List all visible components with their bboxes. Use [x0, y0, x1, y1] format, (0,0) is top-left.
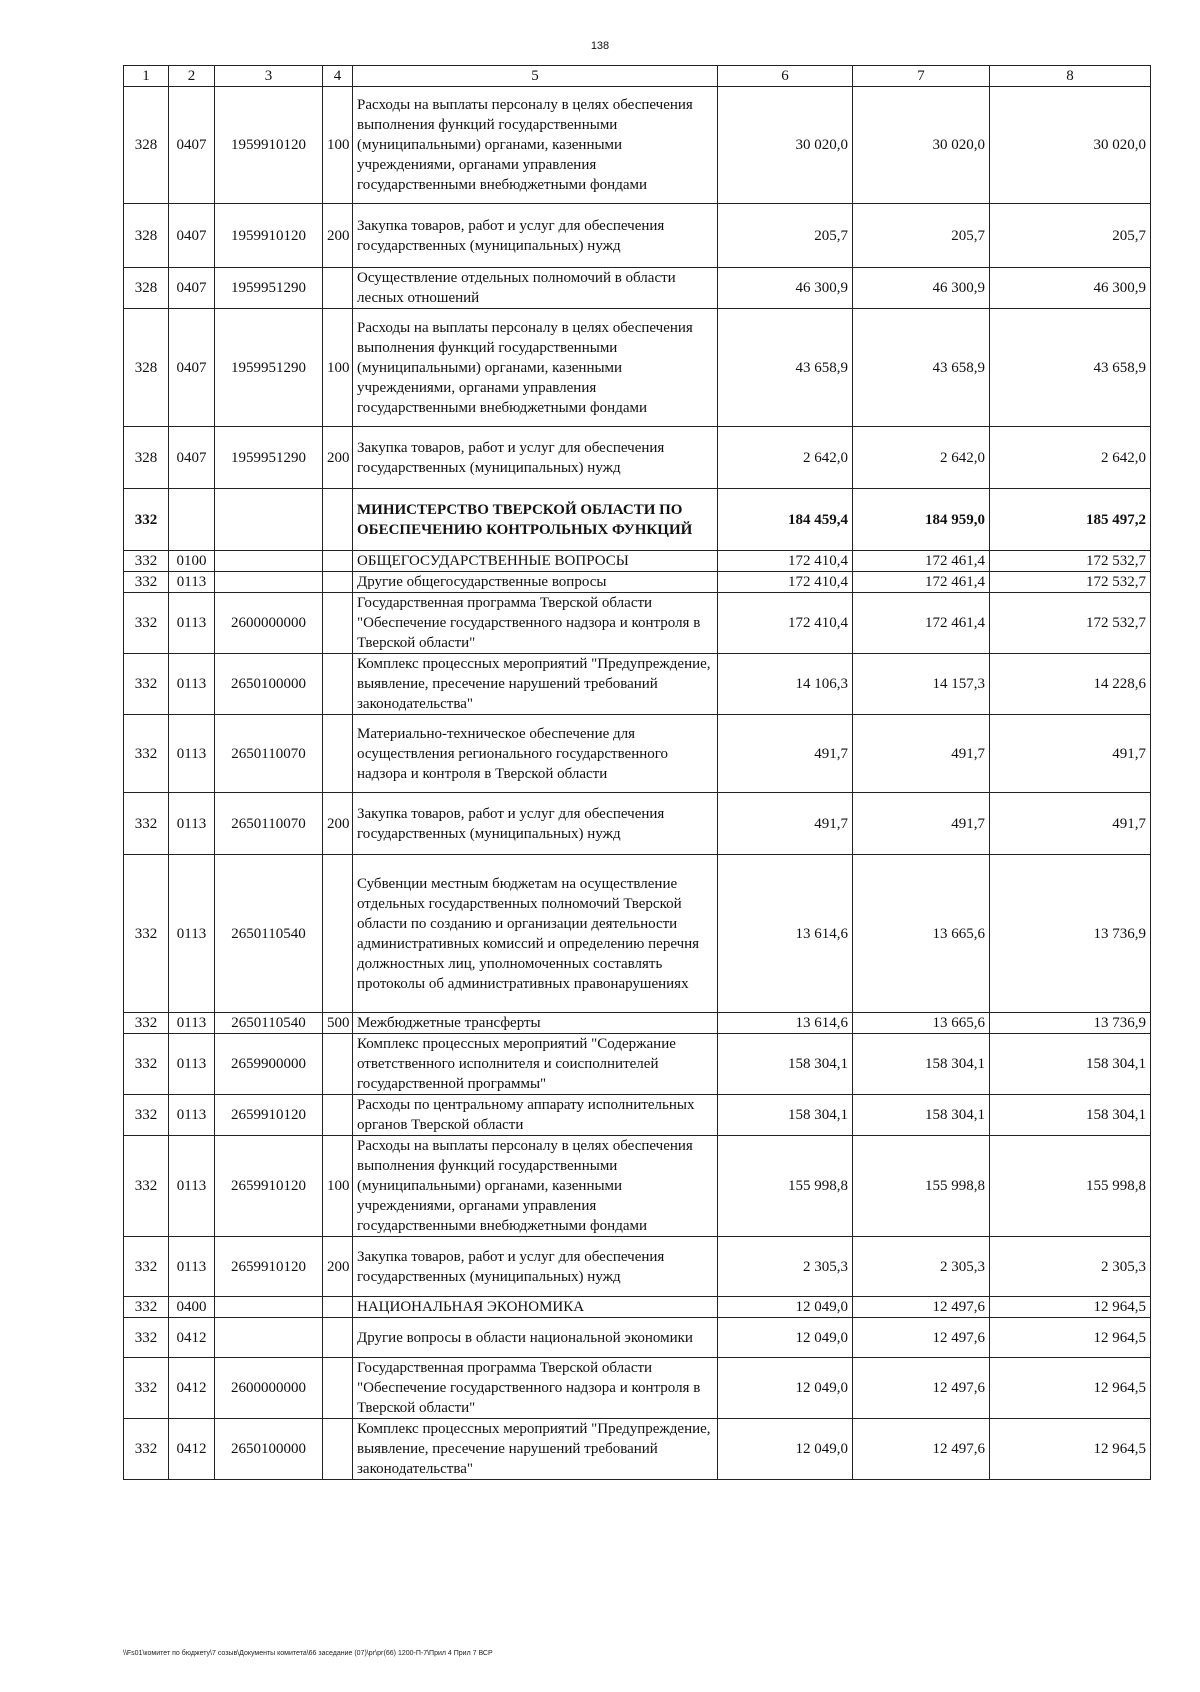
value-cell: 2 642,0 — [718, 427, 853, 489]
code-cell: 332 — [124, 1095, 169, 1136]
code-cell — [215, 572, 323, 593]
description-cell: Закупка товаров, работ и услуг для обеспечения государственных (муниципальных) нужд — [353, 427, 718, 489]
value-cell: 43 658,9 — [718, 309, 853, 427]
value-cell: 12 497,6 — [853, 1297, 990, 1318]
header-row — [124, 66, 1151, 87]
table-row — [124, 1136, 1151, 1237]
value-cell: 12 497,6 — [853, 1358, 990, 1419]
table-row — [124, 268, 1151, 309]
table-row — [124, 593, 1151, 654]
value-cell: 158 304,1 — [718, 1034, 853, 1095]
code-cell: 332 — [124, 654, 169, 715]
value-cell: 30 020,0 — [718, 87, 853, 204]
code-cell — [323, 593, 353, 654]
value-cell: 12 964,5 — [990, 1358, 1151, 1419]
description-cell: Межбюджетные трансферты — [353, 1013, 718, 1034]
value-cell: 205,7 — [853, 204, 990, 268]
code-cell: 0407 — [169, 87, 215, 204]
code-cell: 2659910120 — [215, 1237, 323, 1297]
value-cell: 46 300,9 — [990, 268, 1151, 309]
table-row — [124, 1034, 1151, 1095]
column-header: 8 — [990, 66, 1151, 87]
code-cell: 100 — [323, 1136, 353, 1237]
value-cell: 155 998,8 — [718, 1136, 853, 1237]
table-row — [124, 1013, 1151, 1034]
code-cell: 328 — [124, 268, 169, 309]
code-cell: 2650110070 — [215, 715, 323, 793]
value-cell: 43 658,9 — [990, 309, 1151, 427]
description-cell: Государственная программа Тверской области "Обеспечение государственного надзора и контроля в Тверской области" — [353, 1358, 718, 1419]
table-row — [124, 551, 1151, 572]
code-cell — [323, 1095, 353, 1136]
code-cell: 0113 — [169, 793, 215, 855]
code-cell: 332 — [124, 1318, 169, 1358]
value-cell: 205,7 — [990, 204, 1151, 268]
table-row — [124, 309, 1151, 427]
table-row — [124, 204, 1151, 268]
value-cell: 12 964,5 — [990, 1419, 1151, 1480]
footer-file-path: \\Fs01\комитет по бюджету\7 созыв\Документы комитета\66 заседание (07)\рг\рг(66) 1200-П-7\Прил 4 Прил 7 ВСР — [123, 1650, 493, 1657]
value-cell: 158 304,1 — [990, 1095, 1151, 1136]
code-cell: 332 — [124, 1136, 169, 1237]
column-header: 3 — [215, 66, 323, 87]
table-row — [124, 489, 1151, 551]
code-cell: 332 — [124, 793, 169, 855]
column-header: 5 — [353, 66, 718, 87]
value-cell: 184 959,0 — [853, 489, 990, 551]
code-cell: 2600000000 — [215, 593, 323, 654]
code-cell: 200 — [323, 204, 353, 268]
code-cell: 0412 — [169, 1419, 215, 1480]
value-cell: 46 300,9 — [853, 268, 990, 309]
code-cell: 2650110540 — [215, 855, 323, 1013]
code-cell: 100 — [323, 309, 353, 427]
code-cell: 0407 — [169, 204, 215, 268]
code-cell: 0113 — [169, 1136, 215, 1237]
code-cell: 1959951290 — [215, 427, 323, 489]
description-cell: Комплекс процессных мероприятий "Предупреждение, выявление, пресечение нарушений требований законодательства" — [353, 1419, 718, 1480]
column-header: 2 — [169, 66, 215, 87]
value-cell: 13 614,6 — [718, 855, 853, 1013]
code-cell: 0412 — [169, 1318, 215, 1358]
table-row — [124, 654, 1151, 715]
value-cell: 155 998,8 — [853, 1136, 990, 1237]
code-cell: 0113 — [169, 1013, 215, 1034]
value-cell: 13 665,6 — [853, 1013, 990, 1034]
code-cell: 332 — [124, 1419, 169, 1480]
table-body — [124, 87, 1151, 1480]
code-cell: 200 — [323, 1237, 353, 1297]
code-cell: 1959910120 — [215, 87, 323, 204]
code-cell — [323, 1034, 353, 1095]
code-cell: 2659910120 — [215, 1136, 323, 1237]
code-cell: 0407 — [169, 427, 215, 489]
code-cell: 2650100000 — [215, 1419, 323, 1480]
value-cell: 30 020,0 — [990, 87, 1151, 204]
value-cell: 158 304,1 — [853, 1034, 990, 1095]
description-cell: Осуществление отдельных полномочий в области лесных отношений — [353, 268, 718, 309]
description-cell: Расходы на выплаты персоналу в целях обеспечения выполнения функций государственными (муниципальными) органами, казенными учреждениями, органами управления государственными внебюджетными фондами — [353, 309, 718, 427]
column-header: 1 — [124, 66, 169, 87]
code-cell: 500 — [323, 1013, 353, 1034]
value-cell: 172 532,7 — [990, 572, 1151, 593]
value-cell: 491,7 — [853, 793, 990, 855]
value-cell: 2 305,3 — [718, 1237, 853, 1297]
code-cell: 200 — [323, 793, 353, 855]
code-cell: 1959951290 — [215, 268, 323, 309]
budget-table — [123, 65, 1151, 1480]
table-row — [124, 793, 1151, 855]
code-cell: 0113 — [169, 593, 215, 654]
table-row — [124, 87, 1151, 204]
code-cell: 0407 — [169, 268, 215, 309]
code-cell: 332 — [124, 489, 169, 551]
code-cell: 100 — [323, 87, 353, 204]
code-cell: 2650100000 — [215, 654, 323, 715]
code-cell — [215, 551, 323, 572]
description-cell: Материально-техническое обеспечение для осуществления регионального государственного надзора и контроля в Тверской области — [353, 715, 718, 793]
code-cell — [323, 489, 353, 551]
description-cell: Закупка товаров, работ и услуг для обеспечения государственных (муниципальных) нужд — [353, 793, 718, 855]
code-cell: 0113 — [169, 855, 215, 1013]
value-cell: 172 410,4 — [718, 593, 853, 654]
code-cell — [323, 551, 353, 572]
description-cell: Расходы по центральному аппарату исполнительных органов Тверской области — [353, 1095, 718, 1136]
code-cell: 328 — [124, 427, 169, 489]
value-cell: 172 461,4 — [853, 572, 990, 593]
description-cell: Расходы на выплаты персоналу в целях обеспечения выполнения функций государственными (муниципальными) органами, казенными учреждениями, органами управления государственными внебюджетными фондами — [353, 1136, 718, 1237]
code-cell: 0113 — [169, 1034, 215, 1095]
code-cell — [323, 715, 353, 793]
code-cell — [323, 654, 353, 715]
value-cell: 2 642,0 — [990, 427, 1151, 489]
value-cell: 184 459,4 — [718, 489, 853, 551]
code-cell: 0100 — [169, 551, 215, 572]
value-cell: 12 964,5 — [990, 1297, 1151, 1318]
description-cell: НАЦИОНАЛЬНАЯ ЭКОНОМИКА — [353, 1297, 718, 1318]
code-cell: 332 — [124, 593, 169, 654]
value-cell: 172 461,4 — [853, 551, 990, 572]
code-cell: 332 — [124, 572, 169, 593]
value-cell: 205,7 — [718, 204, 853, 268]
value-cell: 158 304,1 — [990, 1034, 1151, 1095]
value-cell: 12 049,0 — [718, 1297, 853, 1318]
value-cell: 491,7 — [990, 793, 1151, 855]
code-cell — [323, 855, 353, 1013]
value-cell: 13 665,6 — [853, 855, 990, 1013]
code-cell — [323, 1318, 353, 1358]
value-cell: 491,7 — [718, 715, 853, 793]
description-cell: Субвенции местным бюджетам на осуществление отдельных государственных полномочий Тверской области по созданию и организации деятельности административных комиссий и определению перечня должностных лиц, уполномоченных составлять протоколы об административных правонарушениях — [353, 855, 718, 1013]
value-cell: 2 305,3 — [990, 1237, 1151, 1297]
code-cell: 328 — [124, 204, 169, 268]
value-cell: 491,7 — [990, 715, 1151, 793]
code-cell: 0412 — [169, 1358, 215, 1419]
value-cell: 14 228,6 — [990, 654, 1151, 715]
code-cell: 332 — [124, 1358, 169, 1419]
value-cell: 185 497,2 — [990, 489, 1151, 551]
description-cell: Комплекс процессных мероприятий "Предупреждение, выявление, пресечение нарушений требований законодательства" — [353, 654, 718, 715]
code-cell: 328 — [124, 87, 169, 204]
code-cell — [323, 1358, 353, 1419]
code-cell: 328 — [124, 309, 169, 427]
description-cell: Расходы на выплаты персоналу в целях обеспечения выполнения функций государственными (муниципальными) органами, казенными учреждениями, органами управления государственными внебюджетными фондами — [353, 87, 718, 204]
code-cell: 2600000000 — [215, 1358, 323, 1419]
table-row — [124, 1095, 1151, 1136]
code-cell: 0113 — [169, 654, 215, 715]
column-header: 4 — [323, 66, 353, 87]
value-cell: 155 998,8 — [990, 1136, 1151, 1237]
value-cell: 491,7 — [718, 793, 853, 855]
code-cell: 332 — [124, 551, 169, 572]
code-cell — [215, 1318, 323, 1358]
value-cell: 13 736,9 — [990, 855, 1151, 1013]
value-cell: 12 497,6 — [853, 1318, 990, 1358]
table-row — [124, 1358, 1151, 1419]
value-cell: 172 410,4 — [718, 551, 853, 572]
column-header: 7 — [853, 66, 990, 87]
page-number: 138 — [590, 40, 610, 52]
code-cell: 1959951290 — [215, 309, 323, 427]
value-cell: 12 049,0 — [718, 1318, 853, 1358]
code-cell: 332 — [124, 1034, 169, 1095]
value-cell: 158 304,1 — [853, 1095, 990, 1136]
description-cell: Комплекс процессных мероприятий "Содержание ответственного исполнителя и соисполнителей государственной программы" — [353, 1034, 718, 1095]
value-cell: 14 106,3 — [718, 654, 853, 715]
description-cell: Другие общегосударственные вопросы — [353, 572, 718, 593]
code-cell: 2650110540 — [215, 1013, 323, 1034]
table-row — [124, 1237, 1151, 1297]
table-row — [124, 855, 1151, 1013]
description-cell: Государственная программа Тверской области "Обеспечение государственного надзора и контроля в Тверской области" — [353, 593, 718, 654]
table-row — [124, 572, 1151, 593]
value-cell: 2 305,3 — [853, 1237, 990, 1297]
code-cell: 332 — [124, 855, 169, 1013]
description-cell: Другие вопросы в области национальной экономики — [353, 1318, 718, 1358]
value-cell: 12 049,0 — [718, 1419, 853, 1480]
code-cell — [323, 268, 353, 309]
code-cell: 0407 — [169, 309, 215, 427]
value-cell: 172 410,4 — [718, 572, 853, 593]
code-cell — [323, 1419, 353, 1480]
code-cell — [323, 1297, 353, 1318]
description-cell: Закупка товаров, работ и услуг для обеспечения государственных (муниципальных) нужд — [353, 1237, 718, 1297]
code-cell — [323, 572, 353, 593]
description-cell: Закупка товаров, работ и услуг для обеспечения государственных (муниципальных) нужд — [353, 204, 718, 268]
value-cell: 30 020,0 — [853, 87, 990, 204]
value-cell: 491,7 — [853, 715, 990, 793]
code-cell: 2659910120 — [215, 1095, 323, 1136]
code-cell — [215, 1297, 323, 1318]
code-cell: 332 — [124, 1297, 169, 1318]
code-cell: 332 — [124, 1013, 169, 1034]
code-cell — [169, 489, 215, 551]
description-cell: МИНИСТЕРСТВО ТВЕРСКОЙ ОБЛАСТИ ПО ОБЕСПЕЧЕНИЮ КОНТРОЛЬНЫХ ФУНКЦИЙ — [353, 489, 718, 551]
value-cell: 158 304,1 — [718, 1095, 853, 1136]
code-cell: 2659900000 — [215, 1034, 323, 1095]
description-cell: ОБЩЕГОСУДАРСТВЕННЫЕ ВОПРОСЫ — [353, 551, 718, 572]
value-cell: 172 532,7 — [990, 593, 1151, 654]
code-cell: 0400 — [169, 1297, 215, 1318]
value-cell: 13 614,6 — [718, 1013, 853, 1034]
table-row — [124, 1318, 1151, 1358]
code-cell: 0113 — [169, 715, 215, 793]
code-cell: 200 — [323, 427, 353, 489]
value-cell: 12 964,5 — [990, 1318, 1151, 1358]
table-row — [124, 1297, 1151, 1318]
table-row — [124, 1419, 1151, 1480]
code-cell: 332 — [124, 715, 169, 793]
value-cell: 2 642,0 — [853, 427, 990, 489]
code-cell: 0113 — [169, 1237, 215, 1297]
value-cell: 43 658,9 — [853, 309, 990, 427]
table-row — [124, 427, 1151, 489]
value-cell: 172 461,4 — [853, 593, 990, 654]
value-cell: 14 157,3 — [853, 654, 990, 715]
value-cell: 46 300,9 — [718, 268, 853, 309]
code-cell: 2650110070 — [215, 793, 323, 855]
value-cell: 12 049,0 — [718, 1358, 853, 1419]
code-cell: 1959910120 — [215, 204, 323, 268]
code-cell: 0113 — [169, 1095, 215, 1136]
code-cell — [215, 489, 323, 551]
column-header: 6 — [718, 66, 853, 87]
value-cell: 12 497,6 — [853, 1419, 990, 1480]
code-cell: 0113 — [169, 572, 215, 593]
value-cell: 13 736,9 — [990, 1013, 1151, 1034]
code-cell: 332 — [124, 1237, 169, 1297]
table-row — [124, 715, 1151, 793]
value-cell: 172 532,7 — [990, 551, 1151, 572]
